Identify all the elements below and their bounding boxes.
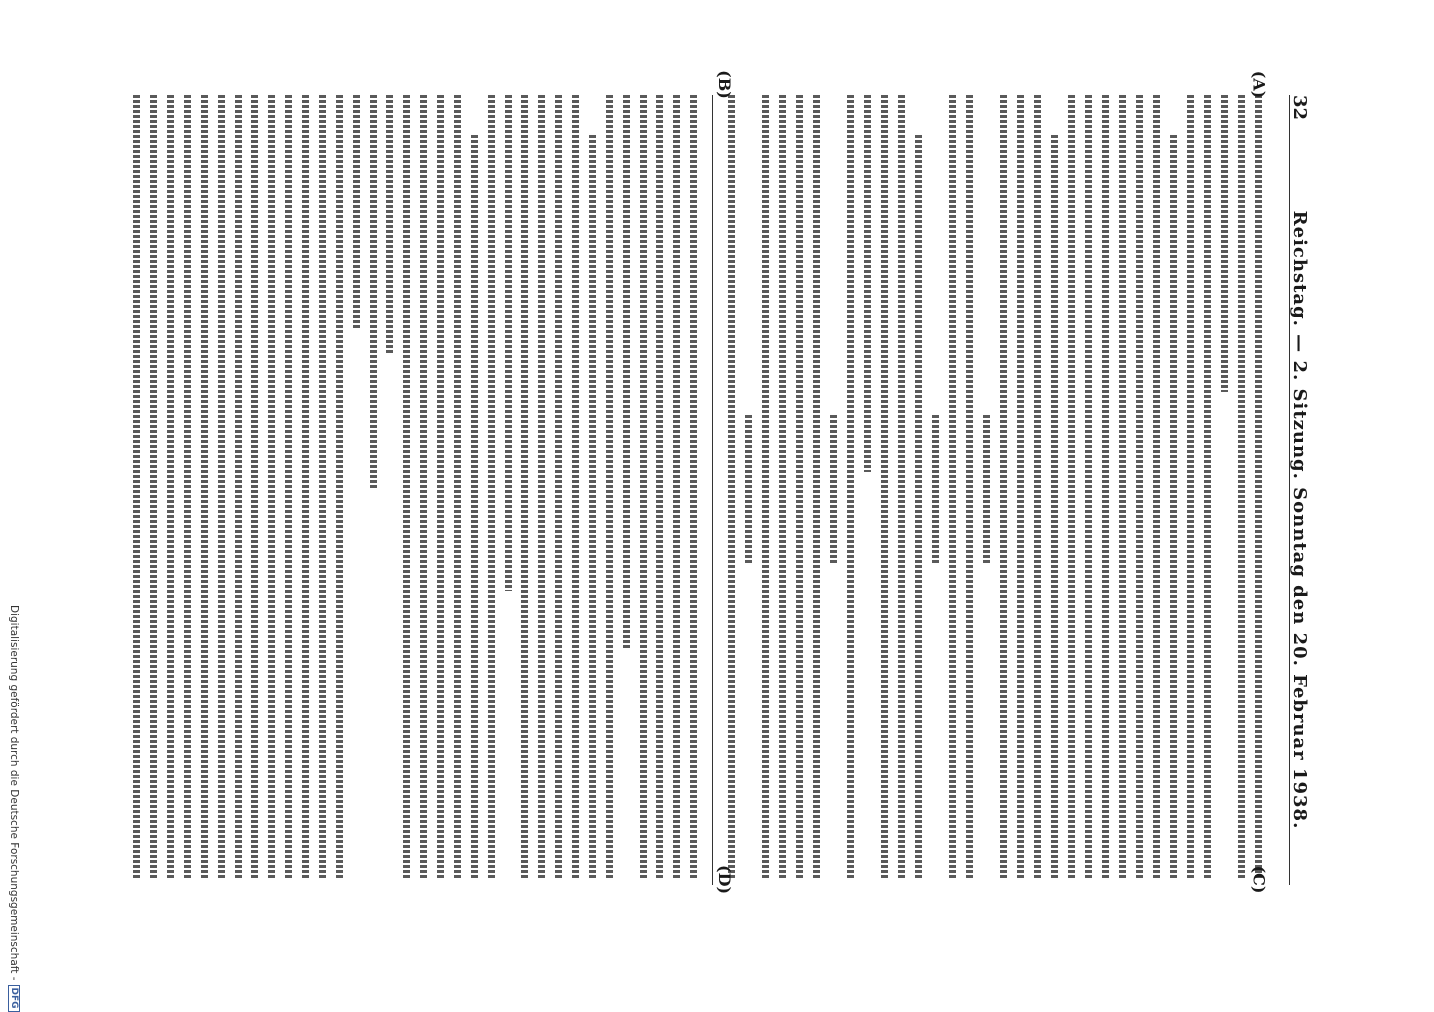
text-line <box>997 95 1010 885</box>
text-line <box>946 95 959 885</box>
text-line <box>367 95 380 885</box>
text-line <box>468 95 481 885</box>
text-line <box>895 95 908 885</box>
text-line <box>1048 95 1061 885</box>
text-line <box>383 95 396 885</box>
text-line <box>603 95 616 885</box>
margin-letter-a: (A) <box>1249 70 1269 99</box>
text-line <box>670 95 683 885</box>
text-line <box>350 95 363 885</box>
text-line <box>535 95 548 885</box>
running-head <box>1285 95 1345 885</box>
text-line <box>400 95 413 885</box>
text-line <box>1065 95 1078 885</box>
text-line <box>569 95 582 885</box>
text-line <box>215 95 228 885</box>
margin-letter-c: (C) <box>1249 865 1269 894</box>
text-line <box>878 95 891 885</box>
text-line <box>963 95 976 885</box>
text-line <box>861 95 874 885</box>
text-line <box>653 95 666 885</box>
text-line <box>147 95 160 885</box>
text-column-left <box>725 95 1265 885</box>
text-line <box>1031 95 1044 885</box>
text-line <box>198 95 211 885</box>
text-line <box>299 95 312 885</box>
footer-credit: Digitalisierung gefördert durch die Deutsche Forschungsgemeinschaft - <box>8 605 20 981</box>
text-line <box>742 95 755 885</box>
text-line <box>827 95 840 885</box>
digitization-footer <box>4 605 20 1009</box>
text-line <box>637 95 650 885</box>
text-line <box>725 95 738 885</box>
text-line <box>1082 95 1095 885</box>
text-line <box>1133 95 1146 885</box>
margin-letter-b: (B) <box>714 70 734 99</box>
text-line <box>620 95 633 885</box>
text-line <box>502 95 515 885</box>
text-line <box>1099 95 1112 885</box>
text-line <box>1184 95 1197 885</box>
text-line <box>518 95 531 885</box>
margin-letter-d: (D) <box>715 864 735 895</box>
document-page <box>125 70 1335 895</box>
running-title: Reichstag. — 2. Sitzung. Sonntag den 20. Februar 1938. <box>1289 210 1311 830</box>
page-number: 32 <box>1289 95 1311 121</box>
text-line <box>586 95 599 885</box>
text-line <box>164 95 177 885</box>
text-line <box>687 95 700 885</box>
text-line <box>929 95 942 885</box>
text-line <box>810 95 823 885</box>
text-line <box>1167 95 1180 885</box>
dfg-logo: DFG <box>8 985 20 1012</box>
text-line <box>759 95 772 885</box>
text-line <box>316 95 329 885</box>
text-line <box>776 95 789 885</box>
text-line <box>333 95 346 885</box>
text-line <box>980 95 993 885</box>
text-line <box>181 95 194 885</box>
text-line <box>1218 95 1231 885</box>
text-line <box>265 95 278 885</box>
text-line <box>1201 95 1214 885</box>
text-line <box>912 95 925 885</box>
head-rule <box>1289 95 1290 885</box>
text-line <box>130 95 143 885</box>
text-line <box>248 95 261 885</box>
text-line <box>1150 95 1163 885</box>
text-line <box>1116 95 1129 885</box>
text-line <box>793 95 806 885</box>
text-line <box>434 95 447 885</box>
text-line <box>485 95 498 885</box>
text-line <box>552 95 565 885</box>
text-line <box>282 95 295 885</box>
text-line <box>232 95 245 885</box>
text-line <box>1014 95 1027 885</box>
column-divider <box>712 95 713 885</box>
text-column-right <box>130 95 700 885</box>
text-line <box>451 95 464 885</box>
text-line <box>844 95 857 885</box>
text-line <box>1235 95 1248 885</box>
text-line <box>1252 95 1265 885</box>
text-line <box>417 95 430 885</box>
